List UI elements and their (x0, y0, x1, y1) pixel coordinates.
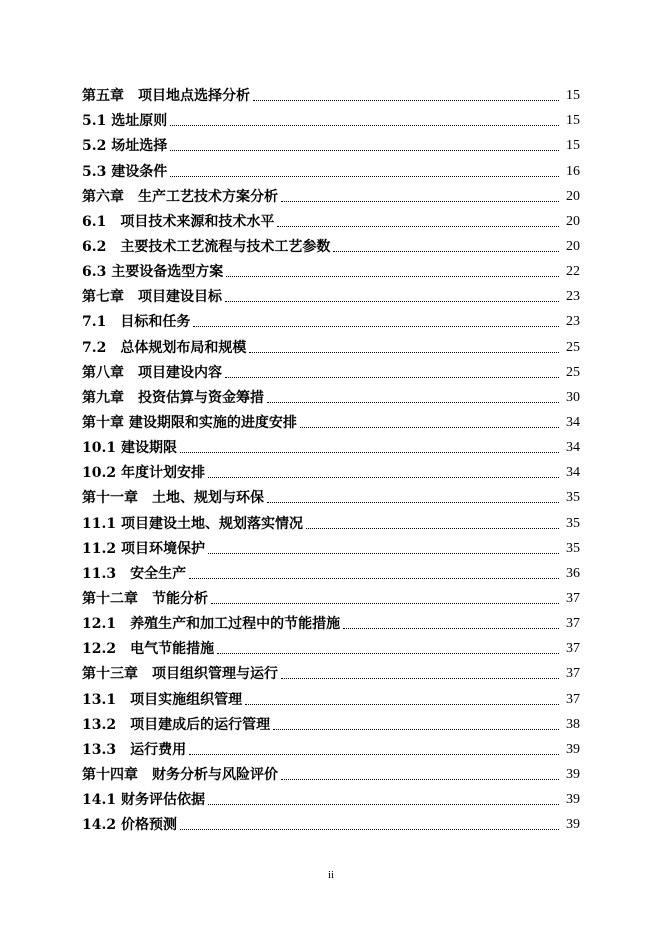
toc-entry-page: 37 (566, 590, 580, 606)
toc-entry-page: 37 (566, 666, 580, 682)
toc-dot-leader (281, 677, 559, 679)
toc-dot-leader (225, 300, 559, 302)
toc-entry-page: 39 (566, 792, 580, 808)
toc-entry[interactable] (82, 281, 580, 306)
toc-entry-page: 34 (566, 440, 580, 456)
toc-dot-leader (225, 376, 559, 378)
toc-entry-title: 第十四章 财务分析与风险评价 (82, 766, 278, 783)
toc-entry-page: 16 (566, 163, 580, 179)
toc-entry-page: 34 (566, 414, 580, 430)
toc-entry[interactable] (82, 533, 580, 558)
toc-dot-leader (217, 652, 559, 654)
toc-entry-title: 11.2 项目环境保护 (82, 540, 205, 557)
toc-dot-leader (281, 200, 559, 202)
toc-entry-title: 11.3 安全生产 (82, 565, 187, 582)
toc-entry[interactable] (82, 633, 580, 658)
toc-entry[interactable] (82, 683, 580, 708)
toc-entry-page: 30 (566, 389, 580, 405)
toc-entry[interactable] (82, 357, 580, 382)
toc-entry-title: 7.1 目标和任务 (82, 314, 191, 331)
toc-entry-page: 15 (566, 138, 580, 154)
toc-entry-page: 39 (566, 766, 580, 782)
toc-dot-leader (180, 828, 559, 830)
toc-entry-page: 35 (566, 515, 580, 531)
toc-dot-leader (249, 351, 559, 353)
toc-entry-title: 第八章 项目建设内容 (82, 364, 222, 381)
toc-entry[interactable] (82, 784, 580, 809)
toc-entry-title: 13.1 项目实施组织管理 (82, 691, 243, 708)
toc-entry[interactable] (82, 759, 580, 784)
toc-dot-leader (300, 426, 559, 428)
toc-entry-page: 20 (566, 188, 580, 204)
table-of-contents (82, 80, 580, 834)
toc-entry-page: 15 (566, 113, 580, 129)
toc-dot-leader (343, 627, 559, 629)
toc-entry[interactable] (82, 507, 580, 532)
toc-entry[interactable] (82, 482, 580, 507)
toc-entry-title: 12.1 养殖生产和加工过程中的节能措施 (82, 616, 341, 633)
toc-dot-leader (267, 501, 559, 503)
toc-dot-leader (170, 149, 559, 151)
toc-entry-title: 第十一章 土地、规划与环保 (82, 490, 264, 507)
toc-entry[interactable] (82, 709, 580, 734)
toc-entry-title: 第六章 生产工艺技术方案分析 (82, 188, 278, 205)
toc-entry-title: 12.2 电气节能措施 (82, 641, 215, 658)
toc-dot-leader (273, 728, 559, 730)
toc-entry-title: 14.2 价格预测 (82, 817, 177, 834)
toc-entry[interactable] (82, 256, 580, 281)
toc-entry-title: 第七章 项目建设目标 (82, 289, 222, 306)
page-number: ii (327, 869, 335, 881)
toc-entry-title: 6.3 主要设备选型方案 (82, 264, 224, 281)
toc-entry-page: 38 (566, 716, 580, 732)
toc-entry-page: 35 (566, 490, 580, 506)
toc-dot-leader (306, 527, 559, 529)
toc-entry[interactable] (82, 608, 580, 633)
toc-entry-title: 13.3 运行费用 (82, 741, 187, 758)
toc-entry-title: 7.2 总体规划布局和规模 (82, 339, 247, 356)
toc-entry[interactable] (82, 130, 580, 155)
toc-entry-title: 10.2 年度计划安排 (82, 465, 205, 482)
toc-dot-leader (226, 275, 559, 277)
toc-dot-leader (189, 753, 559, 755)
toc-entry-title: 13.2 项目建成后的运行管理 (82, 716, 271, 733)
toc-dot-leader (281, 778, 559, 780)
toc-entry-title: 第九章 投资估算与资金筹措 (82, 389, 264, 406)
toc-entry-page: 35 (566, 540, 580, 556)
toc-entry-page: 37 (566, 641, 580, 657)
toc-dot-leader (170, 124, 559, 126)
toc-entry-title: 第五章 项目地点选择分析 (82, 88, 250, 105)
toc-entry-page: 22 (566, 264, 580, 280)
toc-entry-page: 15 (566, 88, 580, 104)
toc-entry-page: 39 (566, 817, 580, 833)
toc-entry[interactable] (82, 382, 580, 407)
toc-entry[interactable] (82, 206, 580, 231)
toc-entry-page: 37 (566, 616, 580, 632)
toc-dot-leader (180, 451, 559, 453)
toc-entry-title: 第十二章 节能分析 (82, 590, 208, 607)
toc-dot-leader (208, 552, 559, 554)
toc-entry-title: 6.2 主要技术工艺流程与技术工艺参数 (82, 238, 331, 255)
toc-dot-leader (211, 602, 559, 604)
toc-entry[interactable] (82, 407, 580, 432)
toc-entry[interactable] (82, 105, 580, 130)
toc-entry-title: 5.1 选址原则 (82, 113, 168, 130)
toc-entry-title: 第十章 建设期限和实施的进度安排 (82, 414, 297, 431)
toc-entry[interactable] (82, 809, 580, 834)
toc-entry-page: 20 (566, 238, 580, 254)
toc-entry-page: 37 (566, 691, 580, 707)
toc-entry[interactable] (82, 583, 580, 608)
toc-entry[interactable] (82, 80, 580, 105)
toc-entry-page: 20 (566, 213, 580, 229)
toc-entry-title: 10.1 建设期限 (82, 440, 177, 457)
toc-entry-title: 5.2 场址选择 (82, 138, 168, 155)
toc-entry-page: 23 (566, 314, 580, 330)
toc-dot-leader (277, 225, 559, 227)
toc-entry-page: 25 (566, 339, 580, 355)
toc-entry-page: 39 (566, 741, 580, 757)
toc-entry-page: 34 (566, 465, 580, 481)
toc-entry[interactable] (82, 331, 580, 356)
toc-entry-title: 第十三章 项目组织管理与运行 (82, 666, 278, 683)
toc-dot-leader (208, 476, 559, 478)
toc-entry-title: 11.1 项目建设土地、规划落实情况 (82, 515, 303, 532)
toc-entry[interactable] (82, 181, 580, 206)
toc-entry[interactable] (82, 734, 580, 759)
toc-entry-page: 36 (566, 565, 580, 581)
toc-entry-page: 23 (566, 289, 580, 305)
toc-dot-leader (193, 325, 559, 327)
toc-dot-leader (253, 99, 559, 101)
toc-entry[interactable] (82, 231, 580, 256)
toc-entry[interactable] (82, 457, 580, 482)
toc-entry-title: 6.1 项目技术来源和技术水平 (82, 213, 275, 230)
toc-dot-leader (208, 803, 559, 805)
toc-dot-leader (189, 577, 559, 579)
toc-entry[interactable] (82, 432, 580, 457)
toc-dot-leader (333, 250, 559, 252)
toc-entry-page: 25 (566, 364, 580, 380)
toc-dot-leader (267, 401, 559, 403)
toc-dot-leader (170, 175, 559, 177)
toc-entry-title: 5.3 建设条件 (82, 163, 168, 180)
toc-entry[interactable] (82, 658, 580, 683)
toc-dot-leader (245, 703, 559, 705)
toc-entry[interactable] (82, 558, 580, 583)
toc-entry[interactable] (82, 306, 580, 331)
toc-entry-title: 14.1 财务评估依据 (82, 792, 205, 809)
toc-entry[interactable] (82, 155, 580, 180)
